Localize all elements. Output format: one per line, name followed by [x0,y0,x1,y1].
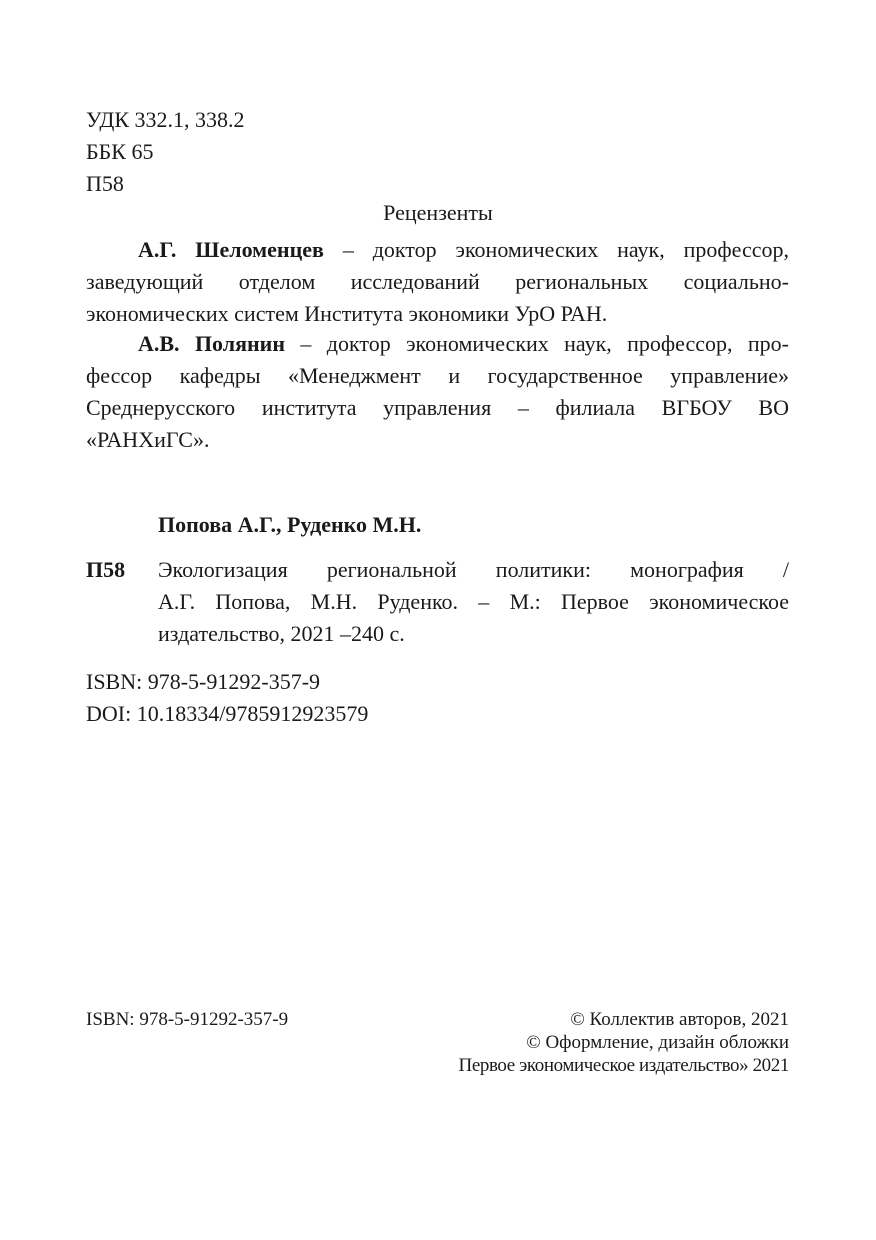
copyright-line-3: Первое экономическое издательство» 2021 [458,1055,789,1076]
doi: DOI: 10.18334/9785912923579 [86,701,369,726]
reviewer-1 [86,234,789,330]
reviewer-1-line-2: заведующий отделом исследований региональных социально- [86,269,789,294]
reviewer-1-line-1: – доктор экономических наук, профессор, [323,237,789,262]
reviewer-2-line-2: фессор кафедры «Менеджмент и государственное управление» [86,363,789,388]
catalog-authors: Попова А.Г., Руденко М.Н. [158,512,422,537]
copyright-block [459,1008,789,1077]
classification-codes [86,104,245,200]
reviewer-2 [86,328,789,456]
reviewers-title: Рецензенты [383,200,493,225]
isbn: ISBN: 978-5-91292-357-9 [86,669,321,694]
catalog-line-1: Экологизация региональной политики: монография / [158,557,789,582]
copyright-line-1: © Коллектив авторов, 2021 [570,1009,789,1030]
catalog-line-3: издательство, 2021 –240 с. [158,621,405,646]
reviewer-2-line-1: – доктор экономических наук, профессор, про- [285,331,789,356]
udk-code: УДК 332.1, 338.2 [86,107,245,132]
identifiers [86,666,368,730]
copyright-line-2: © Оформление, дизайн обложки [526,1032,789,1053]
reviewer-1-line-3: экономических систем Института экономики УрО РАН. [86,301,608,326]
reviewer-2-line-3: Среднерусского института управления – филиала ВГБОУ ВО [86,395,789,420]
catalog-code: П58 [86,557,126,582]
reviewer-2-line-4: «РАНХиГС». [86,427,210,452]
author-mark: П58 [86,171,124,196]
catalog-line-2: А.Г. Попова, М.Н. Руденко. – М.: Первое экономическое [158,589,789,614]
reviewer-1-name: А.Г. Шеломенцев [138,237,324,262]
bbk-code: ББК 65 [86,139,154,164]
footer-isbn: ISBN: 978-5-91292-357-9 [86,1009,289,1030]
catalog-entry [158,554,789,650]
reviewer-2-name: А.В. Полянин [138,331,286,356]
